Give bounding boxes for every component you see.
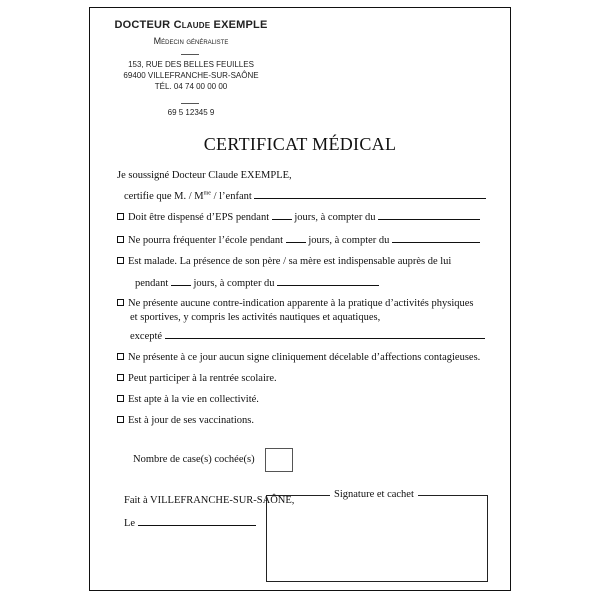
count-label: Nombre de case(s) cochée(s) (133, 454, 255, 465)
days-field[interactable] (286, 234, 306, 243)
address-line-1: 153, RUE DES BELLES FEUILLES (128, 60, 254, 69)
signature-label: Signature et cachet (330, 489, 418, 500)
item-sport (117, 298, 473, 309)
item-text: Doit être dispensé d’EPS pendant (128, 212, 272, 223)
certify-prefix: certifie que M. / M (124, 191, 204, 202)
checkbox-sport[interactable] (117, 299, 124, 306)
item-sick (117, 256, 451, 267)
patient-name-field[interactable] (254, 190, 486, 199)
item-text: Peut participer à la rentrée scolaire. (128, 373, 277, 384)
item-text: jours, à compter du (305, 235, 393, 246)
header-divider (181, 54, 199, 55)
item-contagious (117, 352, 480, 363)
doctor-surname: EXEMPLE (213, 19, 268, 31)
item-text: Ne pourra fréquenter l’école pendant (128, 235, 286, 246)
doctor-prefix: DOCTEUR (114, 19, 171, 31)
place-line: Fait à VILLEFRANCHE-SUR-SAÔNE, (124, 495, 295, 506)
certificate-page (89, 7, 511, 591)
phone: TÉL. 04 74 00 00 00 (154, 82, 228, 91)
item-school (117, 234, 480, 246)
signing-date-field[interactable] (138, 517, 256, 526)
exception-field[interactable] (165, 330, 485, 339)
days-field[interactable] (171, 277, 191, 286)
date-field[interactable] (277, 277, 379, 286)
count-input-box[interactable] (265, 448, 293, 472)
checkbox-vaccins[interactable] (117, 416, 124, 423)
item-text: jours, à compter du (190, 278, 278, 289)
item-sport-cont: et sportives, y compris les activités nautiques et aquatiques, (130, 312, 381, 323)
checkbox-school[interactable] (117, 236, 124, 243)
header-divider-2 (181, 103, 199, 104)
item-text: Est malade. La présence de son père / sa mère est indispensable auprès de lui (128, 256, 452, 267)
intro-line: Je soussigné Docteur Claude EXEMPLE, (117, 170, 292, 181)
certify-suffix: / l’enfant (210, 191, 252, 202)
certify-sup: me (203, 190, 211, 197)
doctor-firstname: Claude (173, 19, 211, 31)
date-field[interactable] (392, 234, 480, 243)
item-sport-except (130, 330, 485, 342)
address-line-2: 69400 VILLEFRANCHE-SUR-SAÔNE (123, 71, 259, 80)
date-line (124, 517, 256, 529)
certify-line (124, 190, 486, 202)
checkbox-eps[interactable] (117, 213, 124, 220)
item-text: jours, à compter du (291, 212, 379, 223)
doctor-specialty: Médecin généraliste (153, 36, 229, 46)
date-label: Le (124, 518, 138, 529)
checkbox-contagious[interactable] (117, 353, 124, 360)
item-text: excepté (130, 331, 165, 342)
item-text: Est à jour de ses vaccinations. (128, 415, 254, 426)
item-collectivite (117, 394, 259, 405)
checkbox-sick[interactable] (117, 257, 124, 264)
document-title: CERTIFICAT MÉDICAL (203, 134, 397, 154)
item-eps (117, 211, 480, 223)
item-text: Ne présente à ce jour aucun signe cliniquement décelable d’affections contagieuses. (128, 352, 481, 363)
date-field[interactable] (378, 211, 480, 220)
item-rentree (117, 373, 277, 384)
signature-box[interactable] (266, 495, 488, 582)
item-text: Ne présente aucune contre-indication apparente à la pratique d’activités physiques (128, 298, 474, 309)
item-text: pendant (135, 278, 171, 289)
checkbox-collectivite[interactable] (117, 395, 124, 402)
days-field[interactable] (272, 211, 292, 220)
doctor-name (90, 19, 292, 31)
item-vaccins (117, 415, 254, 426)
rpps-number: 69 5 12345 9 (167, 108, 215, 117)
item-sick-cont (135, 277, 379, 289)
checkbox-rentree[interactable] (117, 374, 124, 381)
item-text: Est apte à la vie en collectivité. (128, 394, 259, 405)
